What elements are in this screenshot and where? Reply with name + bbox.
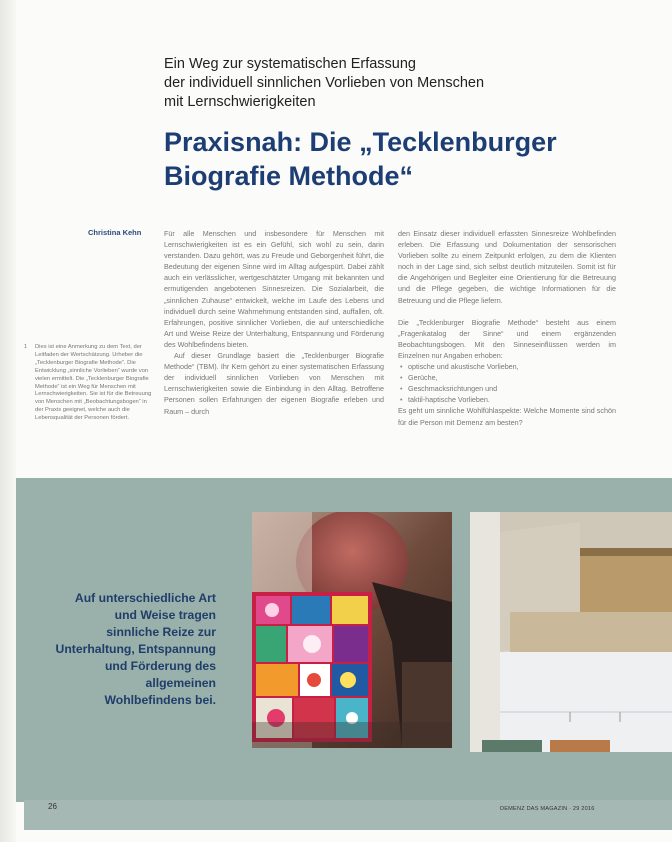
article-subtitle: [164, 55, 604, 112]
sense-list: [398, 361, 616, 405]
caption-line: Unterhaltung, Entspannung: [55, 642, 216, 656]
photo-person-with-patchwork-image: [252, 512, 452, 748]
footnote-number: 1: [24, 344, 28, 350]
photo-room-with-pictures: [470, 512, 672, 752]
paragraph: Für alle Menschen und insbesondere für Menschen mit Lernschwierigkeiten ist es ein Gefühl, sich wohl zu sein, darin verstanden. Dazu gehört, was zu Freude und Geborgenheit führt, die Bedeutung der eigenen Sinne wird im Alltag aufgespürt. Dabei zählt auch ein verlässlicher, wertgeschätzter Umgang mit bekannten und ermutigenden angebotenen Sinnesreizen. Die Sozialarbeit, die „sinnlichen Zuhause“ entwickelt, welche im Laufe des Lebens und individuell durch seine Wahrnehmung entstanden sind, auffallen, oft. Erfahrungen, positive sinnlicher Vorlieben, die auf unterschiedliche Art und Weise Reize der Unterhaltung, Entspannung und Förderung des Wohlbefindens bieten.: [164, 229, 384, 349]
paragraph: Auf dieser Grundlage basiert die „Tecklenburger Biografie Methode“ (TBM). Ihr Kern gehört zu einer systematischen Erfassung der individuell sinnlichen Vorlieben von Menschen mit Lernschwierigkeiten sowie die Einbindung in den Alltag. Betroffene Personen sollen Erfahrungen der eigenen Biografie erleben und Raum – durch: [164, 351, 384, 416]
photo-caption: [24, 590, 216, 709]
list-item: • Gerüche,: [408, 372, 616, 383]
list-item: • optische und akustische Vorlieben,: [408, 361, 616, 372]
paragraph: Es geht um sinnliche Wohlfühlaspekte: Welche Momente sind schön für die Person mit Demenz am besten?: [398, 406, 616, 427]
subtitle-line: mit Lernschwierigkeiten: [164, 94, 316, 110]
photo-person-with-patchwork: [252, 512, 452, 748]
photo-room-with-pictures-image: [470, 512, 672, 752]
patchwork-fabric: [252, 592, 372, 742]
page-edge: [0, 0, 16, 842]
article-title: [164, 125, 624, 193]
text-column-2: [398, 228, 616, 428]
caption-line: sinnliche Reize zur: [106, 625, 216, 639]
page-footer-band: [24, 800, 672, 830]
footnote: [24, 344, 152, 423]
caption-line: Auf unterschiedliche Art: [74, 591, 216, 605]
caption-line: und Weise tragen: [114, 608, 216, 622]
page-number: 26: [48, 802, 57, 811]
title-line: Praxisnah: Die „Tecklenburger: [164, 127, 557, 157]
author-name: Christina Kehn: [88, 228, 142, 237]
list-item: • Geschmacksrichtungen und: [408, 383, 616, 394]
journal-name: DEMENZ DAS MAGAZIN · 29 2016: [500, 806, 595, 812]
caption-line: Wohlbefindens bei.: [104, 693, 216, 707]
subtitle-line: der individuell sinnlichen Vorlieben von Menschen: [164, 75, 485, 91]
paragraph: den Einsatz dieser individuell erfassten Sinnesreize Wohlbefinden erleben. Die Erfassung und Dokumentation der sensorischen Vorlieben sollte zu einem Zeitpunkt erfolgen, zu dem die Klienten noch in der Lage sind, sich selbst deutlich mitzuteilen. Somit ist für die Angehörigen und Begleiter eine Orientierung für die Betreuung und die Pflege gegeben, die wichtige Informationen für die Betreuung und die Pflege liefern.: [398, 229, 616, 305]
caption-line: und Förderung des: [104, 659, 216, 673]
footnote-text: Dies ist eine Anmerkung zu dem Text, der Leitfaden der Wertschätzung. Urheber die „Tecklenburger Biografie Methode“. Die Entwicklung „sinnliche Vorlieben“ wurde von vielen ermittelt. Die „Tecklenburger Biografie Methode“ ist ein Weg für Menschen mit Lernschwierigkeiten. Sie ist für die Betreuung von Menschen mit „Beobachtungsbogen“ in der Praxis geeignet, welche auch die Lebensqualität der Personen fördert.: [35, 344, 152, 422]
title-line: Biografie Methode“: [164, 161, 414, 191]
caption-line: allgemeinen: [145, 676, 216, 690]
paragraph: Die „Tecklenburger Biografie Methode“ besteht aus einem „Fragenkatalog der Sinne“ und einem ergänzenden Beobachtungsbogen. Mit den Sinneseinflüssen werden im Einzelnen nur Angaben erhoben:: [398, 317, 616, 360]
list-item: • taktil-haptische Vorlieben.: [408, 394, 616, 405]
text-column-1: [164, 228, 384, 417]
subtitle-line: Ein Weg zur systematischen Erfassung: [164, 56, 416, 72]
